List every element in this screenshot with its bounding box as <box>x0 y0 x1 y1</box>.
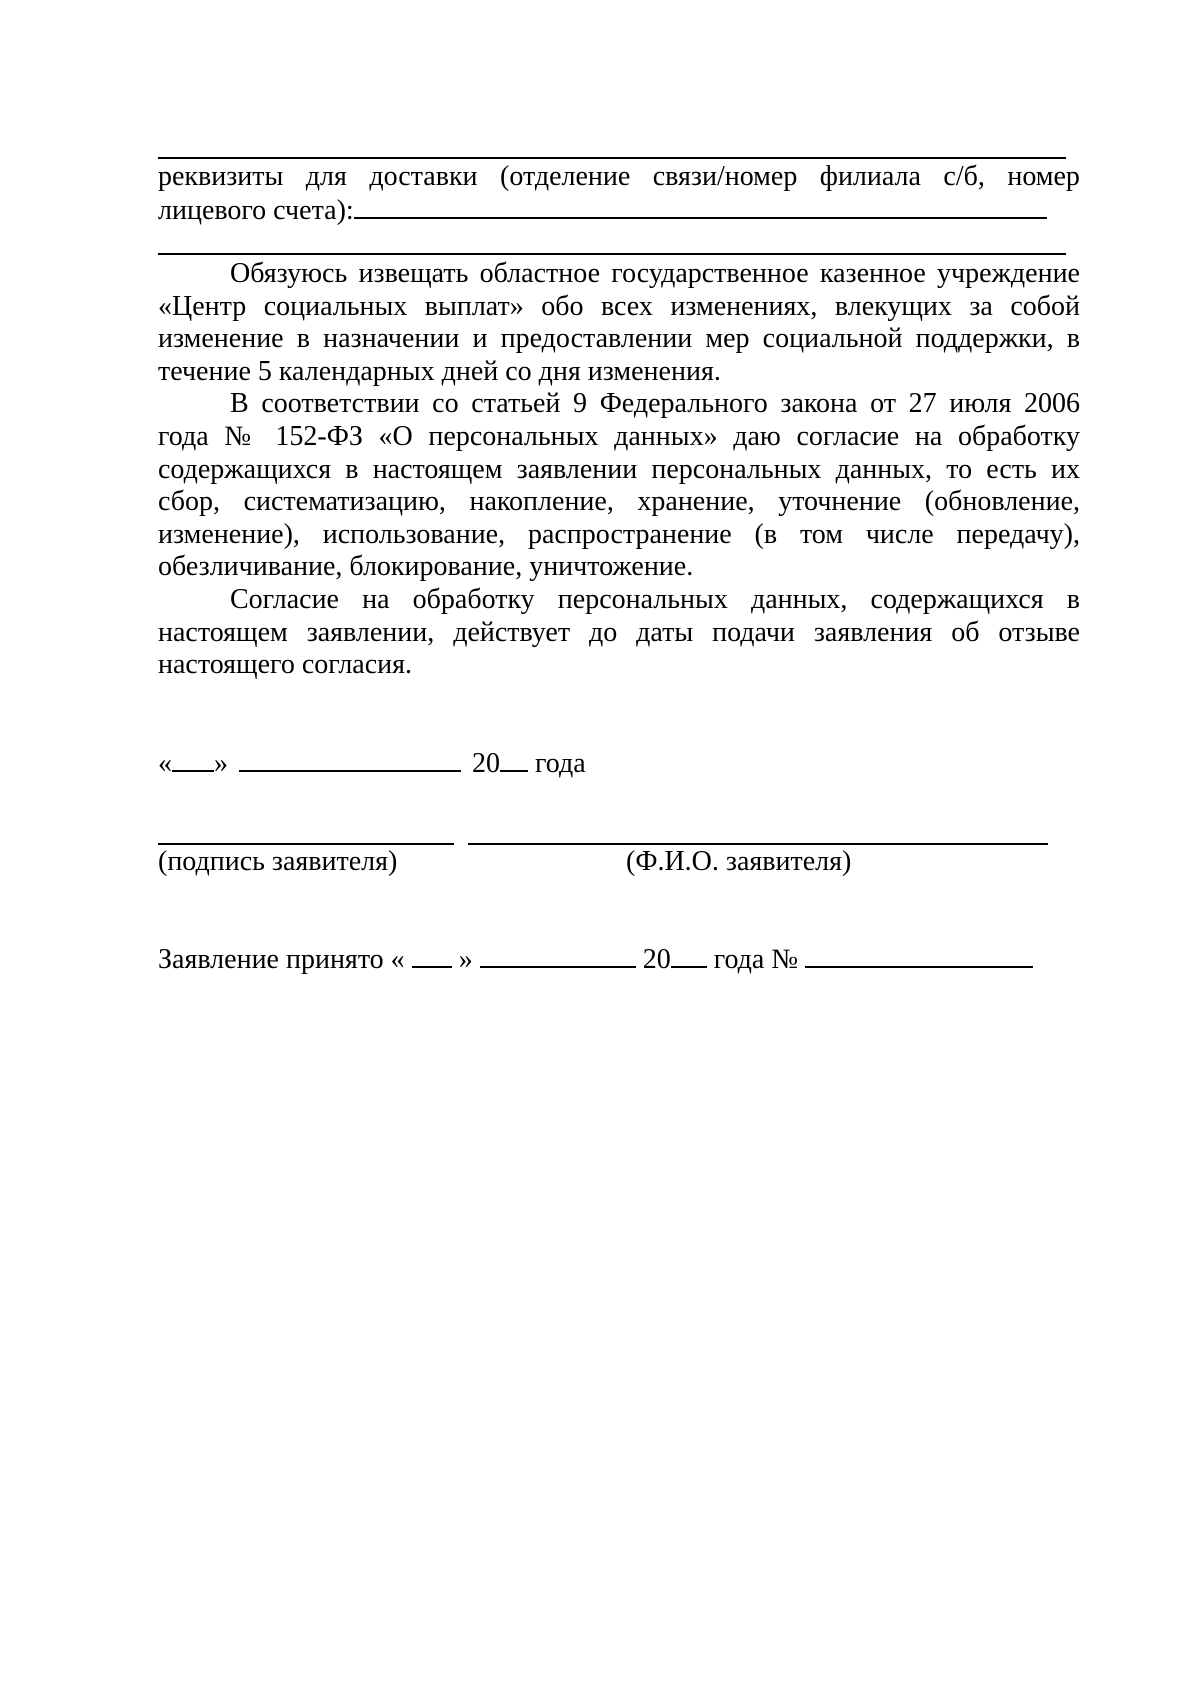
blank-line-top[interactable] <box>158 157 1066 159</box>
signature-caption: (подпись заявителя) <box>158 846 398 877</box>
word: реквизиты <box>158 161 284 192</box>
full-name-field[interactable] <box>468 843 1048 845</box>
day-field[interactable] <box>172 746 214 772</box>
application-accepted-line <box>158 942 1033 976</box>
open-quote: « <box>158 748 172 779</box>
consent-validity-paragraph: Согласие на обработку персональных данных, содержащихся в настоящем заявлении, действует до даты подачи заявления об отзыве настоящего согласия. <box>158 583 1080 681</box>
close-quote: » <box>214 748 228 779</box>
delivery-details-line <box>158 161 1080 193</box>
statement-body <box>158 258 1080 682</box>
registration-number-field[interactable] <box>805 942 1033 968</box>
word: для <box>305 161 347 192</box>
word: филиала <box>819 161 921 192</box>
word: номер <box>1007 161 1080 192</box>
account-number-line <box>158 193 1047 227</box>
account-number-label: лицевого счета): <box>158 195 354 226</box>
accepted-label: Заявление принято « <box>158 944 405 975</box>
consent-paragraph: В соответствии со статьей 9 Федерального закона от 27 июля 2006 года № 152-ФЗ «О персональных данных» даю согласие на обработку содержащихся в настоящем заявлении персональных данных, то есть их сбор, систематизацию, накопление, хранение, уточнение (обновление, изменение), использование, распространение (в том числе передачу), обезличивание, блокирование, уничтожение. <box>158 388 1080 583</box>
word: (отделение <box>500 161 631 192</box>
date-line <box>158 746 586 780</box>
accepted-year-field[interactable] <box>671 942 707 968</box>
accepted-month-field[interactable] <box>480 942 636 968</box>
century: 20 <box>472 748 500 779</box>
accepted-day-field[interactable] <box>412 942 452 968</box>
word: доставки <box>369 161 478 192</box>
account-number-field[interactable] <box>354 193 1047 219</box>
word: с/б, <box>943 161 985 192</box>
accepted-century: 20 <box>642 944 671 975</box>
word: связи/номер <box>652 161 798 192</box>
accepted-year-word: года № <box>713 944 799 975</box>
blank-line-account-continued[interactable] <box>158 253 1066 255</box>
accepted-close-quote: » <box>458 944 473 975</box>
signature-field[interactable] <box>158 843 454 845</box>
year-field[interactable] <box>500 746 528 772</box>
obligation-paragraph: Обязуюсь извещать областное государственное казенное учреждение «Центр социальных выплат» обо всех изменениях, влекущих за собой изменение в назначении и предоставлении мер социальной поддержки, в течение 5 календарных дней со дня изменения. <box>158 258 1080 387</box>
year-word: года <box>535 748 586 779</box>
month-field[interactable] <box>239 746 461 772</box>
full-name-caption: (Ф.И.О. заявителя) <box>626 846 852 877</box>
